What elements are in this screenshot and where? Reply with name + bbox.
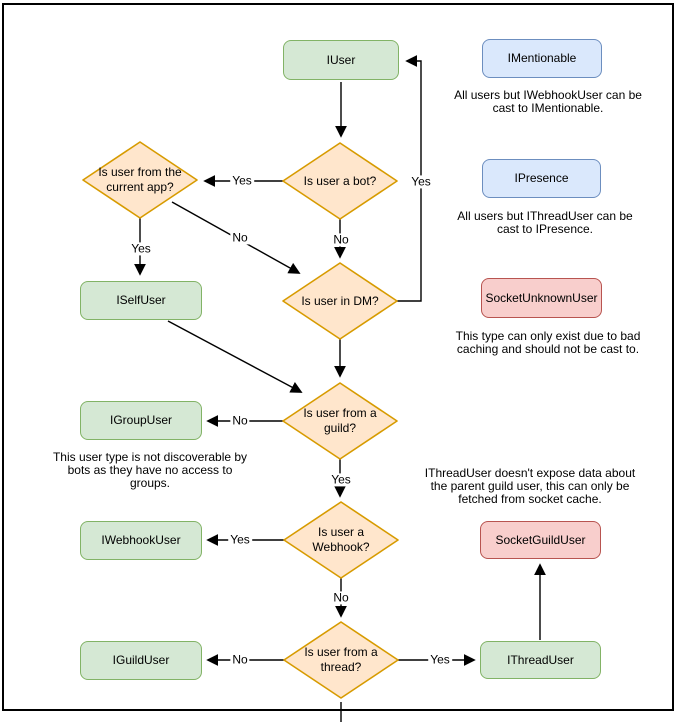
edge-iselfuser-to-guild <box>168 321 301 392</box>
decision-guild-label: Is user from a guild? <box>303 406 377 435</box>
decision-webhook-shape <box>284 502 398 578</box>
edge-label-current-app-no: No <box>232 230 248 245</box>
decision-webhook-label: Is user a Webhook? <box>312 525 370 554</box>
decision-current-app-label: Is user from the current app? <box>98 165 182 194</box>
caption-socketunknownuser: This type can only exist due to bad caching and should not be cast to. <box>455 329 641 356</box>
edge-label-webhook-yes: Yes <box>230 532 250 547</box>
node-igroupuser: IGroupUser <box>80 401 202 440</box>
edge-label-guild-yes: Yes <box>331 472 351 487</box>
edge-label-guild-no: No <box>232 413 248 428</box>
caption-imentionable: All users but IWebhookUser can be cast to IMentionable. <box>454 88 642 115</box>
node-ipresence: IPresence <box>482 159 601 198</box>
edge-label-dm-yes: Yes <box>411 174 431 189</box>
node-iselfuser: ISelfUser <box>80 281 202 320</box>
edge-label-thread-no: No <box>232 652 248 667</box>
node-iguilduser: IGuildUser <box>80 641 202 680</box>
node-socketguilduser: SocketGuildUser <box>480 521 601 559</box>
node-iuser: IUser <box>283 40 399 80</box>
node-imentionable: IMentionable <box>482 39 602 78</box>
caption-ithreaduser: IThreadUser doesn't expose data about the parent guild user, this can only be fetched from socket cache. <box>424 466 636 506</box>
node-ithreaduser: IThreadUser <box>480 641 601 679</box>
decision-thread-shape <box>284 622 398 698</box>
node-iwebhookuser: IWebhookUser <box>80 521 202 560</box>
decision-bot-label: Is user a bot? <box>303 173 377 188</box>
decision-bot-shape <box>283 143 397 219</box>
edge-label-bot-yes: Yes <box>232 173 252 188</box>
decision-guild-shape <box>283 383 397 459</box>
edge-label-bot-no: No <box>333 232 349 247</box>
caption-igroupuser: This user type is not discoverable by bots as they have no access to groups. <box>52 450 248 490</box>
edge-label-webhook-no: No <box>333 590 349 605</box>
node-socketunknownuser: SocketUnknownUser <box>481 278 602 318</box>
decision-thread-label: Is user from a thread? <box>304 645 378 674</box>
edge-label-thread-yes: Yes <box>430 652 450 667</box>
decision-dm-label: Is user in DM? <box>301 293 379 308</box>
caption-ipresence: All users but IThreadUser can be cast to IPresence. <box>457 209 633 236</box>
edge-label-current-app-yes: Yes <box>131 241 151 256</box>
decision-dm-shape <box>283 263 397 339</box>
